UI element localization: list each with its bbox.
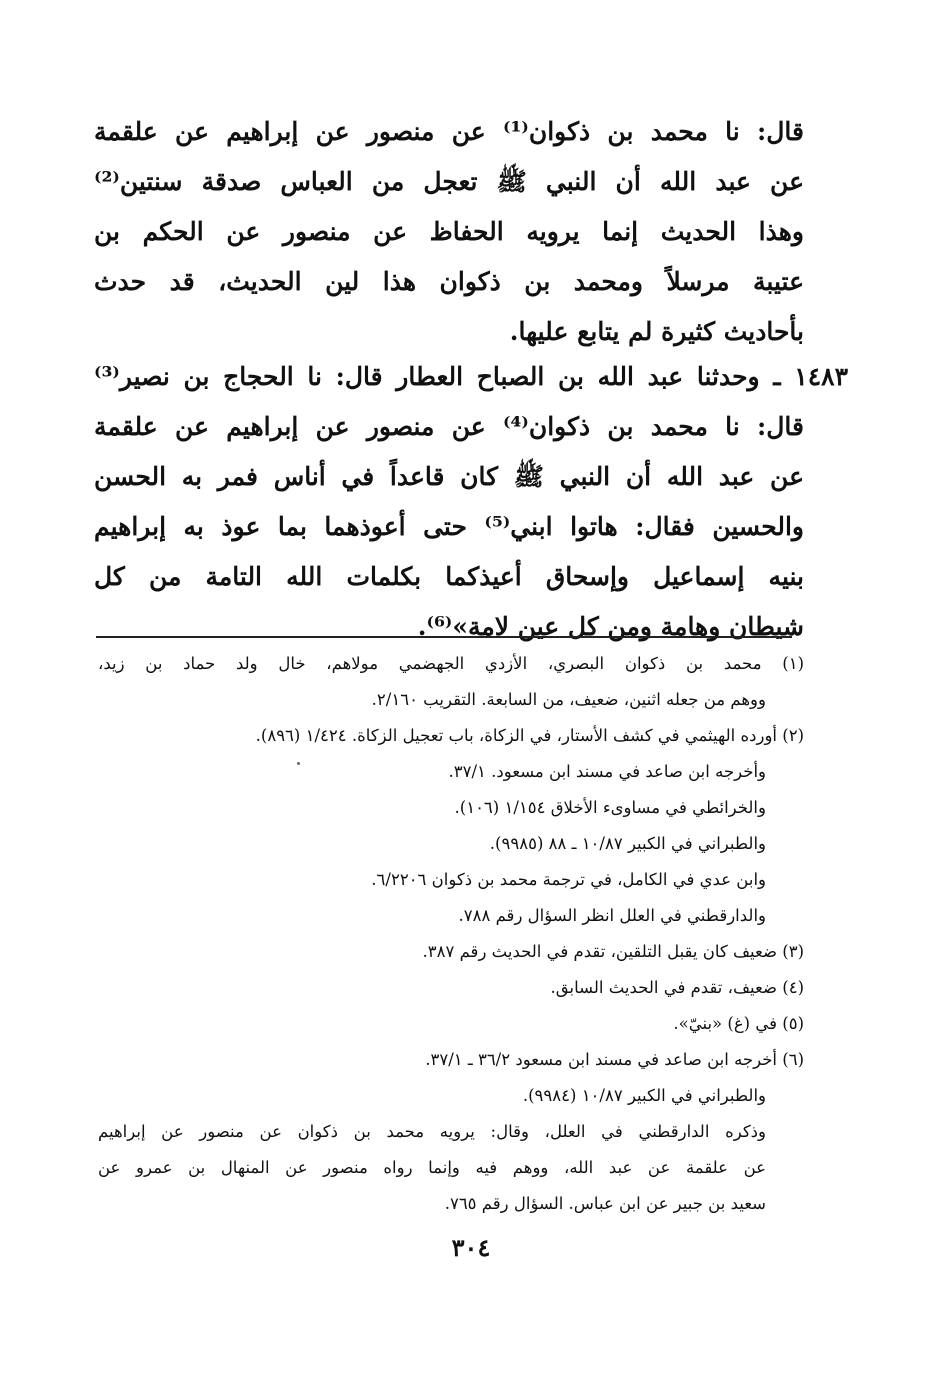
footnote-line: والدارقطني في العلل انظر السؤال رقم ٧٨٨. [458,906,766,925]
footnote-line: وأخرجه ابن صاعد في مسند ابن مسعود. ٣٧/١. [448,762,766,781]
footnote-separator [96,636,792,638]
footnote-line: والطبراني في الكبير ١٠/٨٧ (٩٩٨٤). [522,1086,766,1105]
hadith-heading-line: ١٤٨٣ ـ وحدثنا عبد الله بن الصباح العطار قال: نا الحجاج بن نصير⁽³⁾ [94,362,848,391]
footnote-line: (٥) في (غ) «بنيّ». [673,1014,804,1033]
footnote-line: (١) محمد بن ذكوان البصري، الأزدي الجهضمي مولاهم، خال ولد حماد بن زيد، [98,654,804,673]
footnote-line: والخرائطي في مساوىء الأخلاق ١/١٥٤ (١٠٦). [454,798,766,817]
ink-speck [297,762,300,765]
footnote-line: وابن عدي في الكامل، في ترجمة محمد بن ذكوان ٦/٢٢٠٦. [371,870,766,889]
hadith-1483 [94,352,848,662]
footnote-line: والطبراني في الكبير ١٠/٨٧ ـ ٨٨ (٩٩٨٥). [489,834,766,853]
text-line: عتيبة مرسلاً ومحمد بن ذكوان هذا لين الحديث، قد حدث [94,267,804,296]
footnote-line: (٢) أورده الهيثمي في كشف الأستار، في الزكاة، باب تعجيل الزكاة. ١/٤٢٤ (٨٩٦). [255,726,804,745]
footnote-line: (٤) ضعيف، تقدم في الحديث السابق. [550,978,804,997]
footnote-line: عن علقمة عن عبد الله، ووهم فيه وإنما رواه منصور عن المنهال بن عمرو عن [98,1158,766,1177]
text-line: والحسين فقال: هاتوا ابني⁽⁵⁾ حتى أعوذهما بما عوذ به إبراهيم [94,512,804,541]
page-number: ٣٠٤ [451,1233,491,1262]
footnote-line: وذكره الدارقطني في العلل، وقال: يرويه محمد بن ذكوان عن منصور عن إبراهيم [98,1122,766,1141]
text-line: عن عبد الله أن النبي ﷺ كان قاعداً في أناس فمر به الحسن [94,462,804,491]
footnote-line: سعيد بن جبير عن ابن عباس. السؤال رقم ٧٦٥. [444,1194,766,1213]
footnote-line: ووهم من جعله اثنين، ضعيف، من السابعة. التقريب ٢/١٦٠. [371,690,766,709]
footnote-line: (٦) أخرجه ابن صاعد في مسند ابن مسعود ٣٦/٢ ـ ٣٧/١. [425,1050,804,1069]
text-line: عن عبد الله أن النبي ﷺ تعجل من العباس صدقة سنتين⁽²⁾ [94,167,804,196]
main-text [94,107,804,357]
footnote-line: (٣) ضعيف كان يقبل التلقين، تقدم في الحديث رقم ٣٨٧. [422,942,804,961]
text-line: بنيه إسماعيل وإسحاق أعيذكما بكلمات الله التامة من كل [94,562,804,591]
text-line: قال: نا محمد بن ذكوان⁽¹⁾ عن منصور عن إبراهيم عن علقمة [94,117,804,146]
text-line: شيطان وهامة ومن كل عين لامة»⁽⁶⁾. [417,612,804,641]
text-line: بأحاديث كثيرة لم يتابع عليها. [509,317,804,346]
text-line: قال: نا محمد بن ذكوان⁽⁴⁾ عن منصور عن إبراهيم عن علقمة [94,412,804,441]
text-line: وهذا الحديث إنما يرويه الحفاظ عن منصور عن الحكم بن [94,217,804,246]
